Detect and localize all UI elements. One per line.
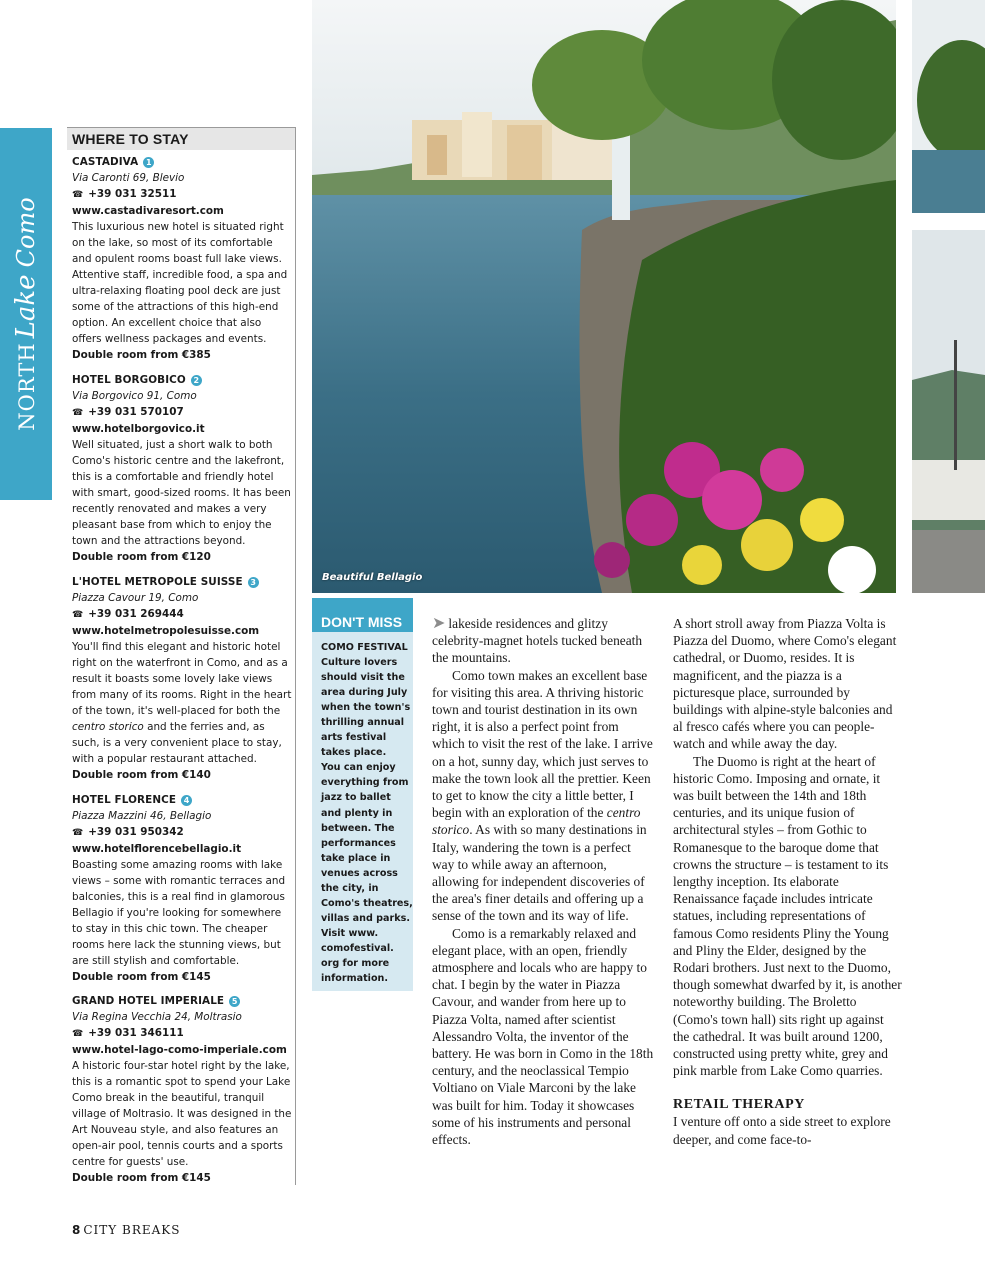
map-number-badge: 5: [229, 996, 240, 1007]
hotel-description: Well situated, just a short walk to both Como's historic centre and the lakefront, this is a comfortable and friendly hotel with smart, good-sized rooms. It has been recently renovated and makes a very pleasant base from which to enjoy the town and the attractions beyond.: [72, 439, 291, 547]
phone-icon: ☎: [72, 190, 84, 200]
hotel-entry: [72, 574, 292, 783]
lake-photo-bottom-right: [912, 230, 985, 593]
hotel-phone: +39 031 346111: [88, 1027, 184, 1039]
hotel-description: A historic four-star hotel right by the lake, this is a romantic spot to spend your Lake Como break in the beautiful, tranquil village of Moltrasio. It was designed in the Art Nouveau style, and also features an open-air pool, tennis courts and a sports centre for guests' use.: [72, 1060, 292, 1168]
article-paragraph: Como is a remarkably relaxed and elegant place, with an open, friendly atmosphere and locals who are happy to chat. I begin by the water in Piazza Cavour, and wander from here up to Piazza Volta, named after scientist Alessandro Volta, the inventor of the battery. He was born in Como in the 18th century, and the neoclassical Tempio Voltiano on Viale Marconi by the lake was built for him. Today it showcases some of his instruments and personal effects.: [432, 925, 654, 1148]
continue-arrow-icon: ➤: [432, 615, 446, 632]
hotel-phone: +39 031 269444: [88, 608, 184, 620]
hotel-price: Double room from €145: [72, 1172, 211, 1184]
dont-miss-line: Visit www.: [321, 927, 379, 939]
hotel-address: Via Borgovico 91, Como: [72, 390, 197, 402]
article-paragraph: A short stroll away from Piazza Volta is Piazza del Duomo, where Como's elegant cathedral, or Duomo, resides. It is magnificent, and the piazza is a picturesque place, surrounded by buildings with alpine-style balconies and al fresco cafés where you can people-watch and while away the day.: [673, 616, 897, 752]
article-paragraph: The Duomo is right at the heart of historic Como. Imposing and ornate, it was built between the 14th and 18th centuries, and its unique fusion of architectural styles – from Gothic to Romanesque to the baroque dome that crowns the structure – is testament to its lengthy inception. Its elaborate Renaissance façade includes intricate statues, including representations of famous Como residents Pliny the Young and Pliny the Elder, designed by the Rodari brothers. Just next to the Duomo, though somewhat dwarfed by it, is another noteworthy building. The Broletto (Como's town hall) sits right up against the cathedral. It was built around 1200, constructed using pretty white, grey and pink marble from Lake Como quarries.: [673, 753, 902, 1079]
dont-miss-line: when the town's: [321, 702, 411, 714]
dont-miss-line: takes place.: [321, 747, 387, 759]
hotel-price: Double room from €385: [72, 349, 211, 361]
hotel-website[interactable]: www.hotelborgovico.it: [72, 423, 205, 435]
lake-photo-top-right: [912, 0, 985, 213]
section-tab-north: NORTH: [15, 342, 39, 431]
map-number-badge: 3: [248, 577, 259, 588]
hotel-entry: [72, 372, 292, 565]
dont-miss-line: information.: [321, 973, 389, 985]
dont-miss-line: COMO FESTIVAL: [321, 642, 408, 653]
hotel-name: GRAND HOTEL IMPERIALE: [72, 995, 225, 1007]
map-number-badge: 4: [181, 795, 192, 806]
dont-miss-line: take place in: [321, 852, 391, 864]
hotel-address: Piazza Cavour 19, Como: [72, 592, 199, 604]
dont-miss-line: area during July: [321, 687, 408, 699]
dont-miss-line: jazz to ballet: [321, 792, 391, 804]
article-subheading: RETAIL THERAPY: [673, 1097, 805, 1113]
dont-miss-line: the city, in: [321, 882, 379, 894]
phone-icon: ☎: [72, 408, 84, 418]
hotel-entry: [72, 993, 292, 1186]
article-column-2: [673, 615, 903, 1148]
dont-miss-title: DON'T MISS: [312, 598, 413, 632]
dont-miss-line: venues across: [321, 867, 398, 879]
section-tab-como: Como: [12, 197, 40, 268]
section-tab-label: [11, 197, 41, 430]
photo-caption: Beautiful Bellagio: [322, 572, 423, 583]
hotel-website[interactable]: www.hotelmetropolesuisse.com: [72, 625, 260, 637]
hotel-address: Piazza Mazzini 46, Bellagio: [72, 810, 212, 822]
dont-miss-line: Como's theatres,: [321, 897, 413, 909]
bellagio-photo: [312, 0, 896, 593]
phone-icon: ☎: [72, 1029, 84, 1039]
map-number-badge: 2: [191, 375, 202, 386]
publication-name: CITY BREAKS: [83, 1223, 181, 1237]
dont-miss-line: org for more: [321, 957, 390, 969]
hotel-entry: [72, 154, 292, 363]
where-to-stay-header: [67, 127, 295, 150]
page-footer: [72, 1223, 181, 1237]
hotel-name: CASTADIVA: [72, 156, 139, 168]
section-tab: [0, 128, 52, 500]
hotel-website[interactable]: www.hotelflorencebellagio.it: [72, 843, 242, 855]
dont-miss-body: [312, 632, 413, 986]
hotel-website[interactable]: www.castadivaresort.com: [72, 205, 224, 217]
hotel-description: Boasting some amazing rooms with lake views – some with romantic terraces and balconies, this is a real find in glamorous Bellagio if you're looking for somewhere to stay in this chic town. The cheaper rooms here lack the stunning views, but are still stylish and comfortable.: [72, 859, 286, 967]
article-paragraph: I venture off onto a side street to explore deeper, and come face-to-: [673, 1114, 891, 1147]
dont-miss-box: [312, 598, 413, 991]
dont-miss-line: should visit the: [321, 672, 405, 684]
hotel-address: Via Caronti 69, Blevio: [72, 172, 185, 184]
hotel-description: This luxurious new hotel is situated right on the lake, so most of its comfortable and opulent rooms boast full lake views. Attentive staff, incredible food, a spa and ultra-relaxing floating pool deck are just some of the attractions of this high-end option. An excellent choice that also offers wellness packages and events.: [72, 221, 288, 345]
hotel-address: Via Regina Vecchia 24, Moltrasio: [72, 1011, 242, 1023]
hotel-entry: [72, 792, 292, 985]
dont-miss-line: villas and parks.: [321, 912, 410, 924]
where-to-stay-title: WHERE TO STAY: [72, 131, 189, 147]
hotel-price: Double room from €120: [72, 551, 211, 563]
dont-miss-line: arts festival: [321, 732, 387, 744]
dont-miss-line: performances: [321, 837, 396, 849]
dont-miss-line: and plenty in: [321, 807, 393, 819]
phone-icon: ☎: [72, 610, 84, 620]
hotel-phone: +39 031 570107: [88, 406, 184, 418]
hotel-description: You'll find this elegant and historic hotel right on the waterfront in Como, and as a result it boasts some lovely lake views from many of its rooms. Right in the heart of the town, it's well-placed for both the centro storico and the ferries and, as such, is a very convenient place to stay, with a popular restaurant attached.: [72, 641, 292, 765]
dont-miss-line: everything from: [321, 777, 409, 789]
phone-icon: ☎: [72, 828, 84, 838]
hotel-phone: +39 031 950342: [88, 826, 184, 838]
hotel-name: L'HOTEL METROPOLE SUISSE: [72, 576, 243, 588]
dont-miss-line: comofestival.: [321, 942, 394, 954]
hotel-name: HOTEL FLORENCE: [72, 794, 177, 806]
hotel-price: Double room from €145: [72, 971, 211, 983]
dont-miss-line: You can enjoy: [321, 762, 396, 774]
dont-miss-line: between. The: [321, 822, 395, 834]
hotel-website[interactable]: www.hotel-lago-como-imperiale.com: [72, 1044, 287, 1056]
dont-miss-line: Culture lovers: [321, 657, 398, 669]
article-paragraph: Como town makes an excellent base for visiting this area. A thriving historic town and tourist destination in its own right, it is also a perfect point from which to visit the rest of the lake. I arrive on a hot, sunny day, which just serves to make the town look all the prettier. Keen to get to know the city a little better, I begin with an exploration of the centro storico. As with so many destinations in Italy, wandering the town is a perfect way to while away an afternoon, allowing for independent discoveries of the area's finer details and offering up a sense of the town and its way of life.: [432, 667, 653, 924]
article-column-1: [432, 615, 654, 1148]
section-tab-lake: Lake: [11, 274, 41, 339]
hotel-name: HOTEL BORGOBICO: [72, 374, 186, 386]
hotel-price: Double room from €140: [72, 769, 211, 781]
article-paragraph: ➤ lakeside residences and glitzy celebrity-magnet hotels tucked beneath the mountains.: [432, 615, 643, 666]
where-to-stay-sidebar: [67, 127, 296, 1185]
page-number: 8: [72, 1223, 81, 1237]
dont-miss-line: thrilling annual: [321, 717, 405, 729]
hotel-phone: +39 031 32511: [88, 188, 177, 200]
map-number-badge: 1: [143, 157, 154, 168]
